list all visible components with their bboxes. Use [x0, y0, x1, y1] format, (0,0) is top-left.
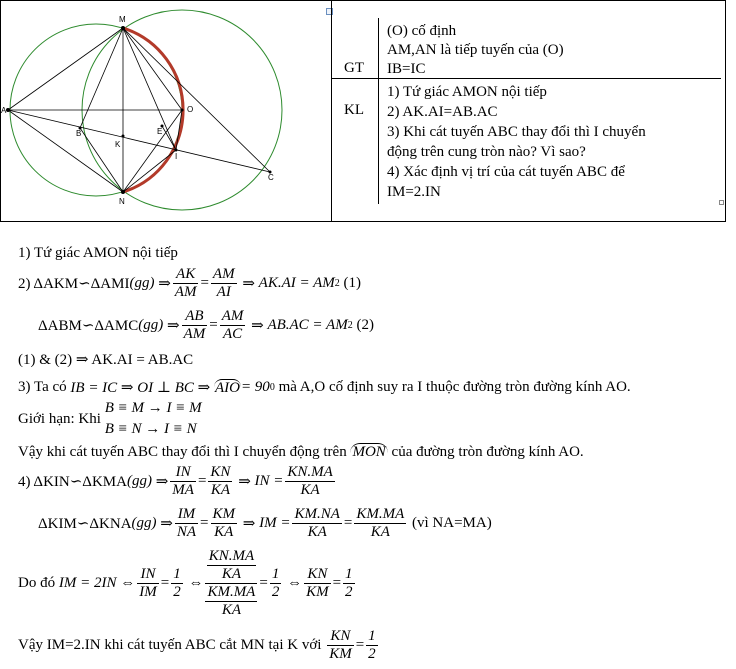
kl-line: 1) Tứ giác AMON nội tiếp: [387, 84, 547, 100]
kl-line: 3) Khi cát tuyến ABC thay đổi thì I chuyển: [387, 124, 646, 140]
gt-line: IB=IC: [387, 61, 426, 77]
kl-line: động trên cung tròn nào? Vì sao?: [387, 144, 586, 160]
solution-line-8: 4) ΔKIN∽ΔKMA (gg) ⇒ $\frac{IN}{MA}$ = $\frac{KN}{KA}$ ⇒ IN = $\frac{KN.MA}{KA}$: [18, 464, 333, 498]
solution-line-7: Vậy khi cát tuyến ABC thay đổi thì I chuyển động trên MON của đường tròn đường kính AO.: [18, 443, 584, 460]
solution-line-5: 3) Ta có IB = IC ⇒ OI ⊥ BC ⇒ AIO = 90 0 mà A,O cố định suy ra I thuộc đường tròn đường kính AO.: [18, 379, 631, 396]
kl-line: 4) Xác định vị trí của cát tuyến ABC để: [387, 164, 625, 180]
point-label-e: E: [157, 127, 163, 136]
solution-line-9: ΔKIM∽ΔKNA (gg) ⇒ $\frac{IM}{NA}$ = $\frac{KM}{KA}$ ⇒ IM = $\frac{KM.NA}{KA}$ = $\frac{KM.MA}{KA}$ (vì NA=MA): [38, 506, 492, 540]
solution-line-2: 2) ΔAKM∽ΔAMI (gg) ⇒ $\frac{AK}{AM}$ = $\frac{AM}{AI}$ ⇒ AK.AI = AM 2 (1): [18, 266, 362, 300]
gt-label: GT: [344, 60, 364, 76]
table-divider: [331, 0, 332, 222]
point-label-n: N: [119, 197, 125, 206]
point-label-o: O: [187, 105, 194, 114]
point-label-k: K: [115, 140, 121, 149]
solution-line-3: ΔABM∽ΔAMC (gg) ⇒ $\frac{AB}{AM}$ = $\frac{AM}{AC}$ ⇒ AB.AC = AM 2 (2): [38, 308, 374, 342]
solution-line-11: Vậy IM=2.IN khi cát tuyến ABC cắt MN tại K với $\frac{KN}{KM}$ = $\frac{1}{2}$: [18, 628, 376, 662]
point-label-i: I: [175, 152, 178, 161]
solution-line-10: Do đó IM = 2IN ⇔ $\frac{IN}{IM}$ = $\frac{1}{2}$ ⇔ $\frac{\frac{KN.MA}{KA}}{\frac{KM.MA}{KA}}$ = $\frac{1}{2}$ ⇔ $\frac{KN}{KM}$ = $\frac{1}{2}$: [18, 548, 353, 618]
kl-line: 2) AK.AI=AB.AC: [387, 104, 498, 120]
point-label-m: M: [119, 15, 126, 24]
gt-line: (O) cố định: [387, 23, 457, 39]
geometry-figure: [0, 0, 330, 222]
solution-line-1: 1) Tứ giác AMON nội tiếp: [18, 245, 178, 261]
point-label-b: B: [76, 129, 82, 138]
solution-line-6: Giới hạn: Khi B ≡ M → I ≡ M B ≡ N → I ≡ N: [18, 400, 202, 437]
gt-content: [387, 22, 564, 79]
figure-lines: [8, 28, 270, 192]
kl-line: IM=2.IN: [387, 184, 441, 200]
point-label-c: C: [268, 173, 274, 182]
point-label-a: A: [1, 106, 7, 115]
kl-label: KL: [344, 102, 364, 118]
table-resize-handle[interactable]: [719, 200, 724, 205]
table-column-divider: [378, 18, 379, 204]
kl-content: [387, 82, 646, 202]
gt-line: AM,AN là tiếp tuyến của (O): [387, 42, 564, 58]
solution-line-4: (1) & (2) ⇒ AK.AI = AB.AC: [18, 352, 194, 368]
